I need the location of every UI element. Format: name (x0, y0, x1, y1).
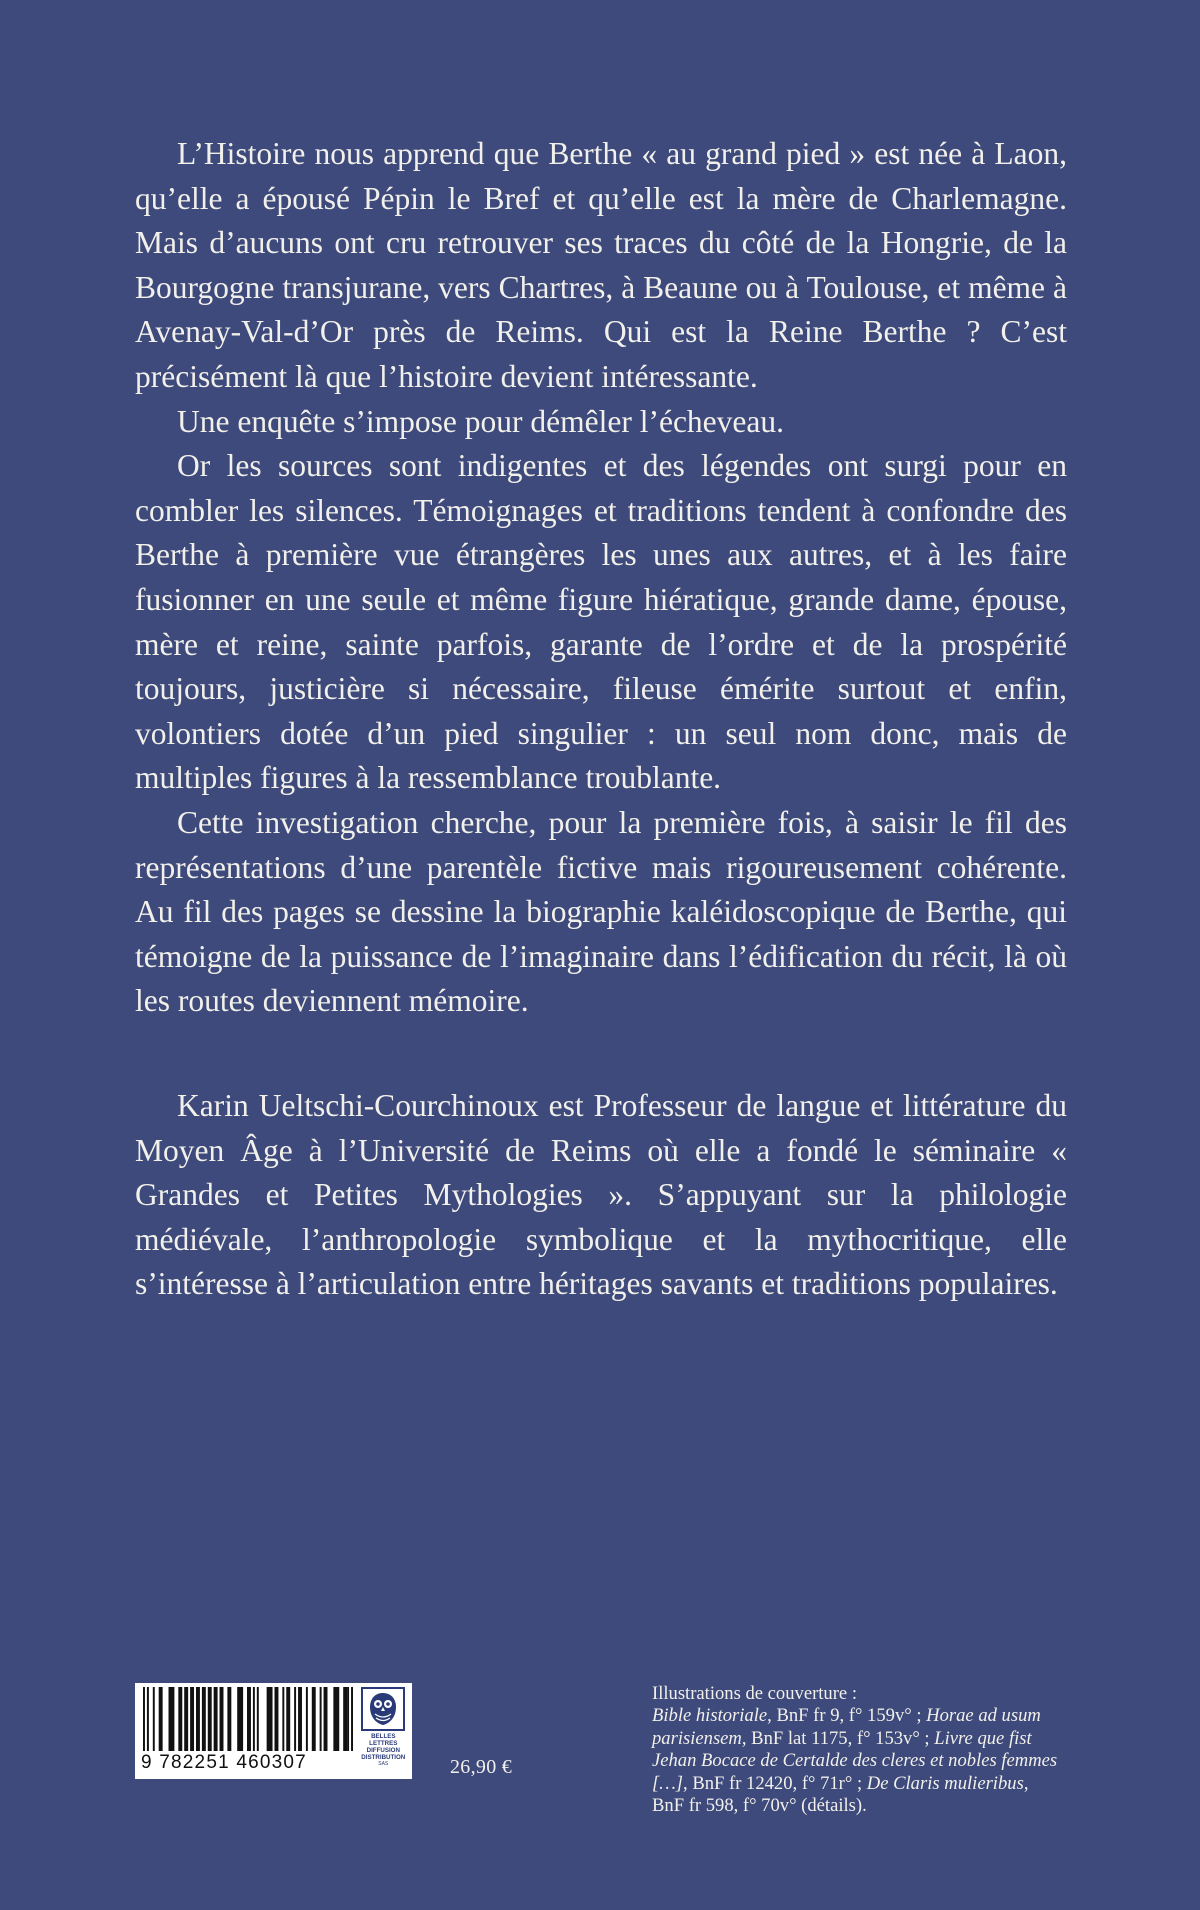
barcode-bar (208, 1687, 212, 1751)
blurb-paragraph-4: Cette investigation cherche, pour la première fois, à saisir le fil des représentations d’une parentèle fictive mais rigoureusement cohérente. Au fil des pages se dessine la biographie kaléidoscopique de Berthe, qui témoigne de la puissance de l’imaginaire dans l’édification du récit, là où les routes deviennent mémoire. (135, 804, 1067, 1019)
isbn-number: 9 782251 460307 (141, 1752, 307, 1773)
credits-line (652, 1795, 1082, 1817)
barcode-label (135, 1683, 412, 1779)
barcode-bar (184, 1687, 188, 1751)
barcode-bar (286, 1687, 290, 1751)
logo-line-3: DISTRIBUTION (361, 1754, 406, 1761)
blurb-paragraph-2: Une enquête s’impose pour démêler l’écheveau. (177, 403, 784, 439)
barcode-bar (351, 1687, 353, 1751)
barcode-bar (227, 1687, 231, 1751)
barcode-bar (196, 1687, 200, 1751)
price: 26,90 € (450, 1756, 513, 1778)
barcode-bar (237, 1687, 243, 1751)
credits-lines (652, 1705, 1082, 1817)
credit-title: De Claris mulieribus (866, 1772, 1024, 1794)
credit-reference: , (1023, 1772, 1029, 1794)
barcode-bar (169, 1687, 175, 1751)
barcode-bar (324, 1687, 328, 1751)
credit-title: […] (652, 1772, 684, 1794)
barcode-bar (257, 1687, 259, 1751)
blurb-paragraph-3: Or les sources sont indigentes et des légendes ont surgi pour en combler les silences. Témoignages et traditions tendent à confondre des Berthe à première vue étrangères les unes aux autres, et à les faire fusionner en une seule et même figure hiératique, grande dame, épouse, mère et reine, sainte parfois, garante de l’ordre et de la prospérité toujours, justicière si nécessaire, fileuse émérite surtout et enfin, volontiers dotée d’un pied singulier : un seul nom donc, mais de multiples figures à la ressemblance troublante. (135, 448, 1067, 796)
credits-line (652, 1728, 1082, 1750)
credit-reference: , BnF fr 12420, f° 71r° ; (683, 1772, 867, 1794)
barcode-bar (253, 1687, 255, 1751)
barcode-bar (294, 1687, 296, 1751)
credit-reference: , BnF lat 1175, f° 153v° ; (741, 1727, 935, 1749)
owl-emblem-icon (361, 1687, 405, 1731)
barcode-bar (343, 1687, 347, 1751)
credit-title: parisiensem (652, 1727, 742, 1749)
publisher-logo (359, 1687, 408, 1775)
credit-title: Jehan Bocace de Certalde des cleres et nobles femmes (652, 1750, 1058, 1772)
logo-line-4: SAS (378, 1761, 389, 1767)
barcode-bar (153, 1687, 155, 1751)
barcode-bar (247, 1687, 251, 1751)
credit-title: Bible historiale (652, 1705, 768, 1727)
barcode-bar (214, 1687, 218, 1751)
credits-line (652, 1773, 1082, 1795)
credits-line (652, 1705, 1082, 1727)
logo-line-2: DIFFUSION (366, 1747, 400, 1754)
barcode-bar (202, 1687, 206, 1751)
barcode-bar (312, 1687, 316, 1751)
book-blurb (135, 132, 1067, 1024)
barcode-bar (267, 1687, 273, 1751)
author-bio (135, 1084, 1067, 1307)
publisher-logo-text (359, 1733, 408, 1768)
barcode-bar (220, 1687, 224, 1751)
barcode-bar (320, 1687, 322, 1751)
credit-reference: BnF fr 598, f° 70v° (détails). (652, 1795, 867, 1817)
barcode-bar (178, 1687, 182, 1751)
barcode-bar (147, 1687, 149, 1751)
credit-title: Horae ad usum (926, 1705, 1041, 1727)
barcode-bar (159, 1687, 163, 1751)
barcode-bar (298, 1687, 302, 1751)
credits-line (652, 1750, 1082, 1772)
credits-heading: Illustrations de couverture : (652, 1683, 857, 1704)
barcode-bar (275, 1687, 279, 1751)
barcode-bar (347, 1687, 349, 1751)
barcode-bar (143, 1687, 145, 1751)
credit-reference: , BnF fr 9, f° 159v° ; (767, 1705, 927, 1727)
logo-line-1: BELLES LETTRES (369, 1733, 398, 1747)
barcode-bar (282, 1687, 284, 1751)
barcode-bar (190, 1687, 194, 1751)
illustration-credits (652, 1683, 1082, 1817)
author-bio-text: Karin Ueltschi-Courchinoux est Professeur de langue et littérature du Moyen Âge à l’Université de Reims où elle a fondé le séminaire « Grandes et Petites Mythologies ». S’appuyant sur la philologie médiévale, l’anthropologie symbolique et la mythocritique, elle s’intéresse à l’articulation entre héritages savants et traditions populaires. (135, 1088, 1067, 1302)
barcode-bars (141, 1687, 355, 1751)
barcode-bar (306, 1687, 308, 1751)
credit-title: Livre que fist (934, 1727, 1032, 1749)
barcode (141, 1687, 359, 1775)
barcode-bar (333, 1687, 339, 1751)
blurb-paragraph-1: L’Histoire nous apprend que Berthe « au grand pied » est née à Laon, qu’elle a épousé Pépin le Bref et qu’elle est la mère de Charlemagne. Mais d’aucuns ont cru retrouver ses traces du côté de la Hongrie, de la Bourgogne transjurane, vers Chartres, à Beaune ou à Toulouse, et même à Avenay-Val-d’Or près de Reims. Qui est la Reine Berthe ? C’est précisément là que l’histoire devient intéressante. (135, 136, 1067, 394)
